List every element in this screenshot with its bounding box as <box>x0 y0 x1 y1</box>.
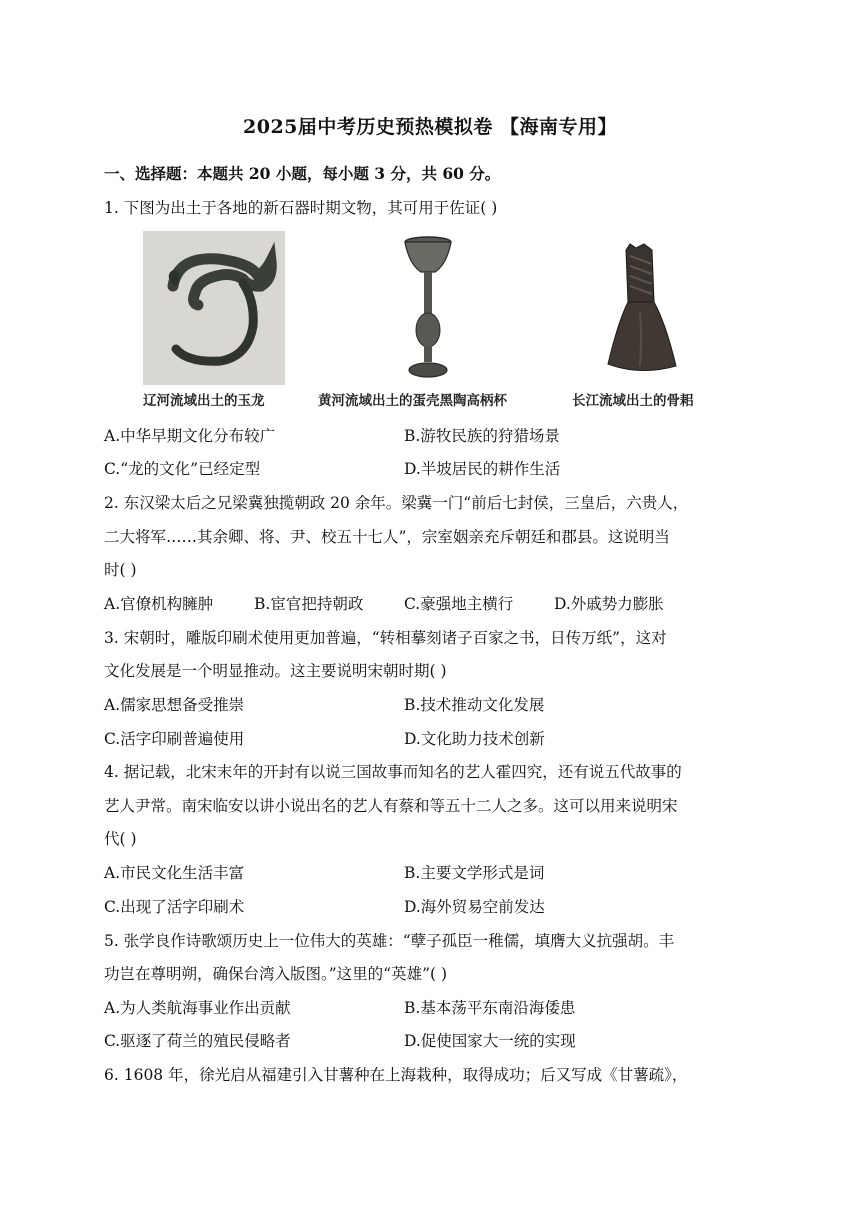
q3-option-b[interactable]: B.技术推动文化发展 <box>404 696 545 714</box>
q2-option-c[interactable]: C.豪强地主横行 <box>404 595 514 613</box>
q1-option-a[interactable]: A.中华早期文化分布较广 <box>104 427 276 445</box>
question-2-line-2: 二大将军……其余卿、将、尹、校五十七人”，宗室姻亲充斥朝廷和郡县。这说明当 <box>104 528 670 546</box>
question-2-line-3: 时( ) <box>104 561 137 579</box>
question-3-line-1: 3. 宋朝时，雕版印刷术使用更加普遍，“转相摹刻诸子百家之书，日传万纸”，这对 <box>104 629 667 647</box>
q5-option-a[interactable]: A.为人类航海事业作出贡献 <box>104 999 291 1017</box>
question-4-line-1: 4. 据记载，北宋末年的开封有以说三国故事而知名的艺人霍四究，还有说五代故事的 <box>104 763 682 781</box>
question-5-line-2: 功岂在尊明朔，确保台湾入版图。”这里的“英雄”( ) <box>104 965 448 983</box>
page-title: 2025届中考历史预热模拟卷 【海南专用】 <box>243 116 617 138</box>
question-5-line-1: 5. 张学良作诗歌颂历史上一位伟大的英雄：“孽子孤臣一稚儒，填膺大义抗强胡。丰 <box>104 932 675 950</box>
q3-option-d[interactable]: D.文化助力技术创新 <box>404 730 545 748</box>
q3-option-c[interactable]: C.活字印刷普遍使用 <box>104 730 245 748</box>
q4-option-b[interactable]: B.主要文学形式是词 <box>404 864 545 882</box>
q3-option-a[interactable]: A.儒家思想备受推崇 <box>104 696 245 714</box>
q5-option-d[interactable]: D.促使国家大一统的实现 <box>404 1032 576 1050</box>
q1-option-b[interactable]: B.游牧民族的狩猎场景 <box>404 427 560 445</box>
question-3-line-2: 文化发展是一个明显推动。这主要说明宋朝时期( ) <box>104 662 447 680</box>
figure-caption-jade-dragon: 辽河流域出土的玉龙 <box>143 393 265 409</box>
q1-option-c[interactable]: C.“龙的文化”已经定型 <box>104 460 261 478</box>
question-1-stem: 1. 下图为出土于各地的新石器时期文物，其可用于佐证( ) <box>104 199 498 217</box>
q4-option-a[interactable]: A.市民文化生活丰富 <box>104 864 245 882</box>
jade-dragon-icon <box>143 231 285 385</box>
q2-option-a[interactable]: A.官僚机构臃肿 <box>104 595 214 613</box>
question-4-line-2: 艺人尹常。南宋临安以讲小说出名的艺人有蔡和等五十二人之多。这可以用来说明宋 <box>104 797 678 815</box>
black-pottery-cup-icon <box>393 234 463 384</box>
q2-option-d[interactable]: D.外戚势力膨胀 <box>554 595 664 613</box>
q5-option-c[interactable]: C.驱逐了荷兰的殖民侵略者 <box>104 1032 291 1050</box>
q5-option-b[interactable]: B.基本荡平东南沿海倭患 <box>404 999 576 1017</box>
figure-caption-bone-spade: 长江流域出土的骨耜 <box>572 393 694 409</box>
q1-option-d[interactable]: D.半坡居民的耕作生活 <box>404 460 561 478</box>
q4-option-c[interactable]: C.出现了活字印刷术 <box>104 898 245 916</box>
bone-spade-icon <box>600 242 682 376</box>
question-6-line-1: 6. 1608 年，徐光启从福建引入甘薯种在上海栽种，取得成功；后又写成《甘薯疏》， <box>104 1066 688 1084</box>
q4-option-d[interactable]: D.海外贸易空前发达 <box>404 898 545 916</box>
q2-option-b[interactable]: B.宦官把持朝政 <box>254 595 364 613</box>
question-4-line-3: 代( ) <box>104 830 137 848</box>
section-heading: 一、选择题：本题共 20 小题，每小题 3 分，共 60 分。 <box>104 164 501 183</box>
question-2-line-1: 2. 东汉梁太后之兄梁冀独揽朝政 20 余年。梁冀一门“前后七封侯，三皇后，六贵人， <box>104 494 689 512</box>
figure-caption-pottery-cup: 黄河流域出土的蛋壳黑陶高柄杯 <box>318 393 507 409</box>
